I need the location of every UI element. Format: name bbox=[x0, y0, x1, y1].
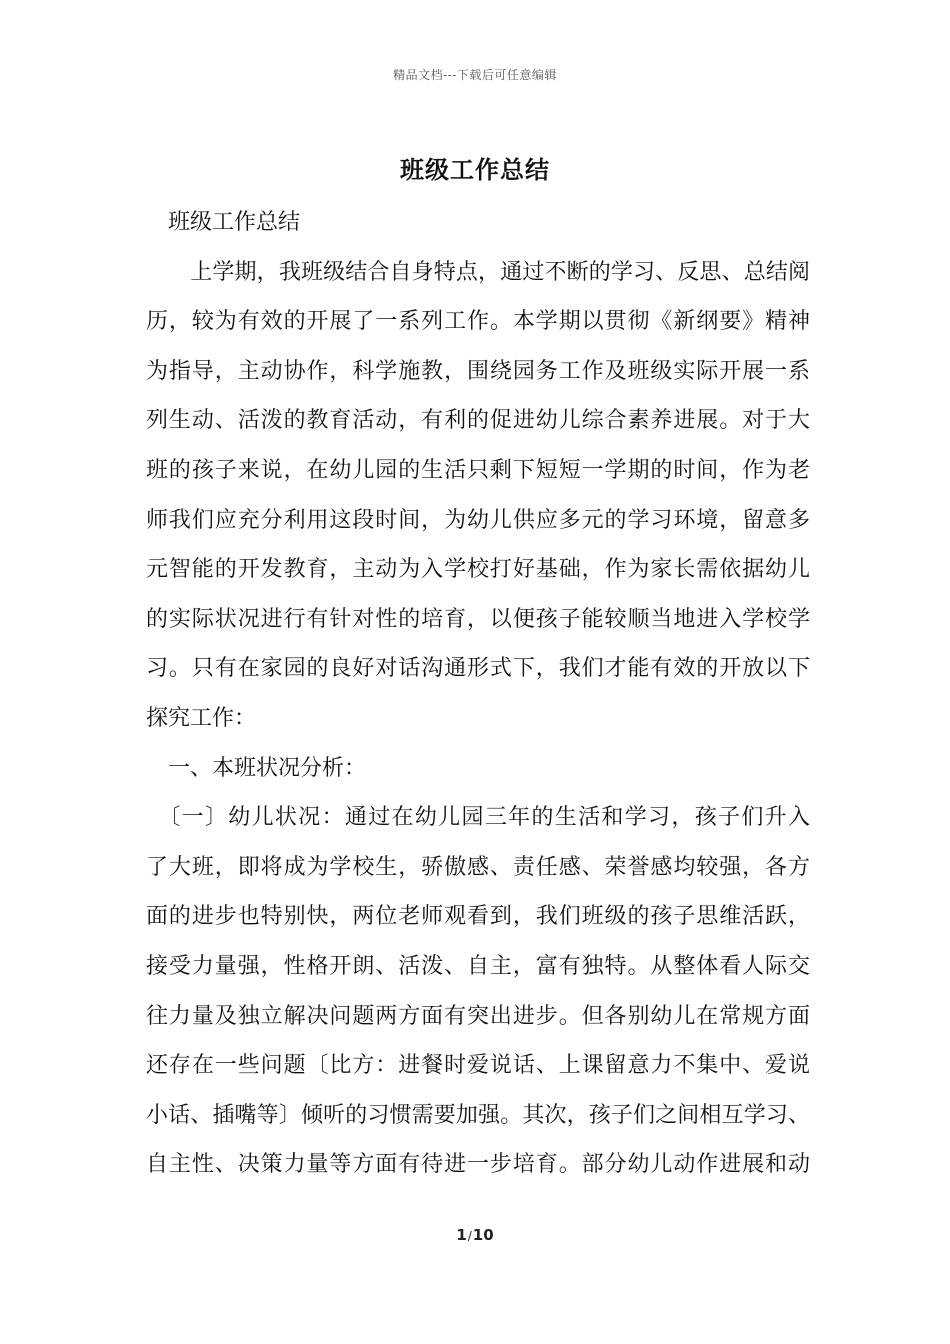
body-line: 了大班，即将成为学校生，骄傲感、责任感、荣誉感均较强，各方 bbox=[146, 854, 810, 880]
body-line: 〔一〕幼儿状况：通过在幼儿园三年的生活和学习，孩子们升入 bbox=[146, 805, 810, 831]
section-heading: 一、本班状况分析： bbox=[146, 755, 367, 781]
body-line: 上学期，我班级结合自身特点，通过不断的学习、反思、总结阅 bbox=[146, 259, 810, 285]
body-line: 的实际状况进行有针对性的培育，以便孩子能较顺当地进入学校学 bbox=[146, 606, 810, 632]
body-line: 自主性、决策力量等方面有待进一步培育。部分幼儿动作进展和动 bbox=[146, 1152, 810, 1178]
body-line: 历，较为有效的开展了一系列工作。本学期以贯彻《新纲要》精神 bbox=[146, 309, 810, 335]
body-line: 为指导，主动协作，科学施教，围绕园务工作及班级实际开展一系 bbox=[146, 358, 810, 384]
body-line: 面的进步也特别快，两位老师观看到，我们班级的孩子思维活跃， bbox=[146, 904, 810, 930]
body-line: 小话、插嘴等〕倾听的习惯需要加强。其次，孩子们之间相互学习、 bbox=[146, 1102, 810, 1128]
document-title: 班级工作总结 bbox=[400, 155, 550, 184]
current-page: 1 bbox=[456, 1226, 467, 1244]
total-pages: 10 bbox=[472, 1226, 494, 1244]
body-line: 习。只有在家园的良好对话沟通形式下，我们才能有效的开放以下 bbox=[146, 656, 810, 682]
body-line: 还存在一些问题〔比方：进餐时爱说话、上课留意力不集中、爱说 bbox=[146, 1053, 810, 1079]
body-line: 往力量及独立解决问题两方面有突出进步。但各别幼儿在常规方面 bbox=[146, 1003, 810, 1029]
body-line: 班级工作总结 bbox=[146, 210, 301, 235]
body-line: 师我们应充分利用这段时间，为幼儿供应多元的学习环境，留意多 bbox=[146, 507, 810, 533]
body-line: 班的孩子来说，在幼儿园的生活只剩下短短一学期的时间，作为老 bbox=[146, 457, 810, 483]
page-header: 精品文档---下载后可任意编辑 bbox=[393, 68, 557, 82]
body-line: 元智能的开发教育，主动为入学校打好基础，作为家长需依据幼儿 bbox=[146, 557, 810, 583]
body-line: 探究工作： bbox=[146, 705, 257, 731]
body-line: 接受力量强，性格开朗、活泼、自主，富有独特。从整体看人际交 bbox=[146, 953, 810, 979]
body-line: 列生动、活泼的教育活动，有利的促进幼儿综合素养进展。对于大 bbox=[146, 408, 810, 434]
page-separator: / bbox=[467, 1229, 472, 1243]
page-number bbox=[0, 1226, 950, 1244]
document-body bbox=[146, 198, 810, 1190]
